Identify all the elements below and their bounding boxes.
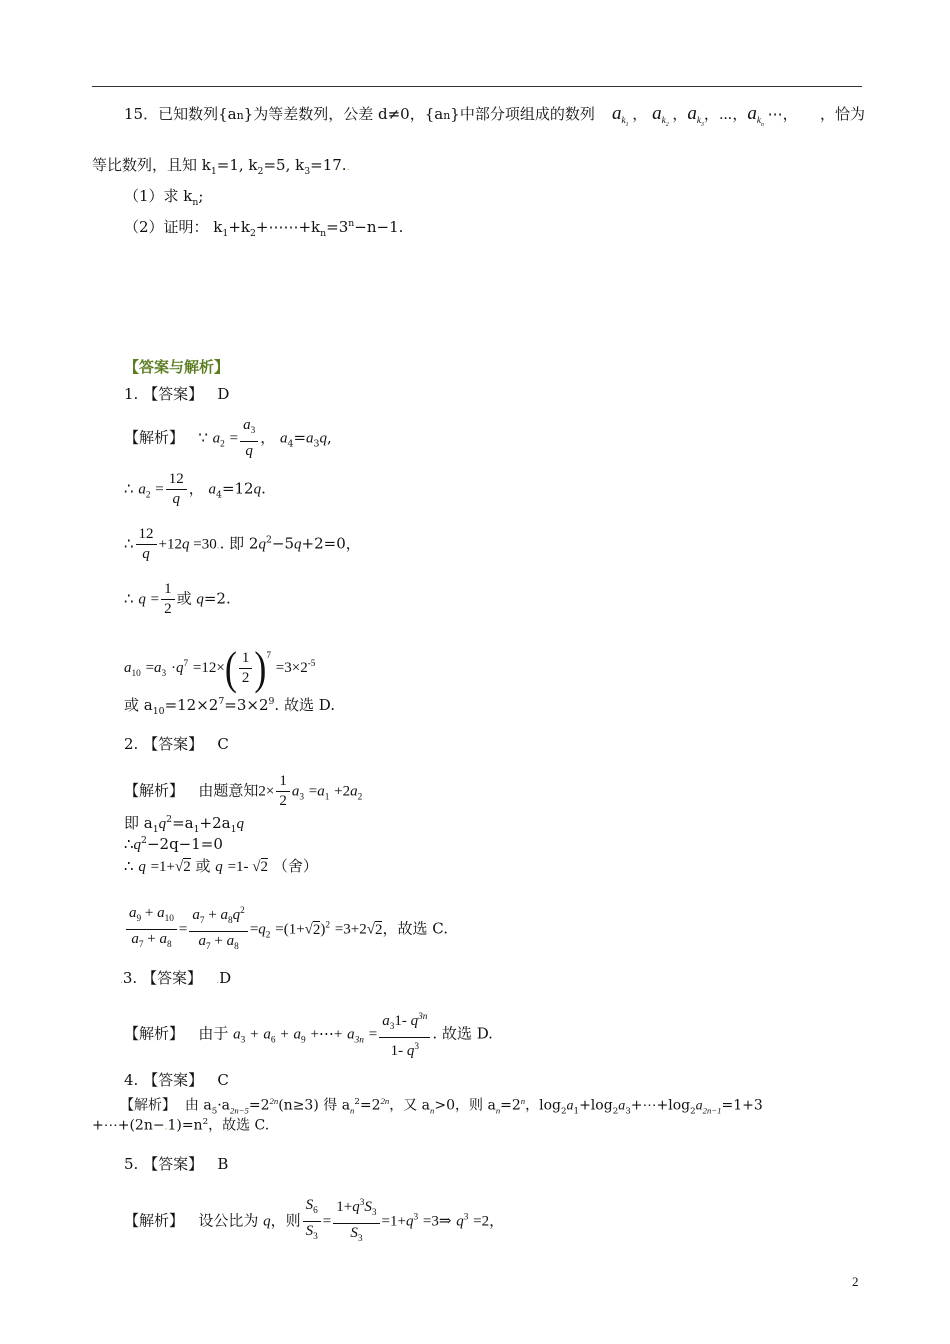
header-rule <box>92 86 862 87</box>
a1-step5: $a_{10} =a_3 \cdot q^7 =12\times$( $\frac{1}{2}$ )$^7 =3\times 2^{-5}$ <box>124 642 316 694</box>
q15-part1: （1）求 $k_n$; <box>124 187 204 208</box>
a2-step1: 【解析】 由题意知2× $\frac{1}{2}$ $a_3 =a_1 +2a_2$ <box>124 773 363 809</box>
a1-step1: 【解析】 ∵ $a_2$ = $\frac{a_3}{q}$ ， $a_4=a_3q$, <box>124 417 332 459</box>
q15-line2: 等比数列，且知 $k_1=1$, $k_2=5$, $k_3=17$.. <box>92 156 350 177</box>
q15-stem: 15．已知数列{an}为等差数列，公差 d≠0，{an}中部分项组成的数列 <box>124 105 595 123</box>
a2-step4: ∴ q =1+√2 或 q =1- √2 （舍） <box>124 857 318 875</box>
a1-step2: ∴ $a_2$ = $\frac{12}{q}$ ， $a_4=12q$. <box>124 471 266 507</box>
a4-step1: 【解析】 由 $a_5\cdot a_{2n-5}=2^{2n}(n\ge 3)$ 得 $a_n^2=2^{2n}$，又 $a_n>0$，则 $a_n=2^n$，$\log_2a_1+\log_2a_3+\cdots+\log_2a_{2n-1}=1+3$ <box>120 1096 763 1117</box>
a1-answer: 1. 【答案】 D <box>124 385 230 403</box>
a2-step5: $\frac{a_9 + a_{10}}{a_7 + a_8}$ = $\frac{a_7 + a_8q^2}{a_7 + a_8}$ $=q_2 =(1+√2)^2 =3+2√2$，故选 C. <box>124 902 448 957</box>
a2-step3: $\therefore q^2-2q-1=0$ <box>124 835 223 853</box>
page-number: 2 <box>852 1274 859 1289</box>
a5-answer: 5. 【答案】 B <box>124 1155 229 1173</box>
a4-answer: 4. 【答案】 C <box>124 1071 229 1089</box>
a1-step3: ∴ $\frac{12}{q}$ +12q =30.. 即 $2q^2-5q+2=0$， <box>124 526 361 562</box>
q15-part2: （2）证明： $k_1+k_2+\cdots\cdots+k_n=3^n-n-1$. <box>124 218 404 239</box>
a2-answer: 2. 【答案】 C <box>124 735 229 753</box>
q15-stem-tail: ，恰为 <box>820 105 866 123</box>
a5-step1: 【解析】 设公比为 q，则 $\frac{S_6}{S_3}$ = $\frac{1+q^3S_3}{S_3}$ $=1+q^3$ =3⇒ $q^3 =2$， <box>124 1194 504 1249</box>
a1-step4: ∴ q = $\frac{1}{2}$ 或 q=2. <box>124 581 231 617</box>
a1-step6: 或 $a_{10}=12\times 2^7=3\times 2^9$. 故选 D. <box>124 696 335 717</box>
answers-title: 【答案与解析】 <box>124 358 230 376</box>
a4-step2: $+\cdots+(2n-.1)=n^2$，故选 C. <box>92 1117 270 1134</box>
a3-answer: .3. 【答案】 .D <box>120 969 232 987</box>
a2-step2: 即 $a_1q^2=a_1+2a_1q$ <box>124 814 244 835</box>
q15-sequence: $a_{k_1}$ ， $a_{k_2}$ ，$a_{k_3}$，⋯，$a_{k_n}$ ⋯， <box>612 103 798 128</box>
a3-step1: 【解析】 由于 $a_3 + a_6 + a_9$ +⋯+ $a_{3n}$ = $\frac{a_31- q^{3n}}{1- q^3}$ . 故选 D. <box>124 1008 493 1061</box>
